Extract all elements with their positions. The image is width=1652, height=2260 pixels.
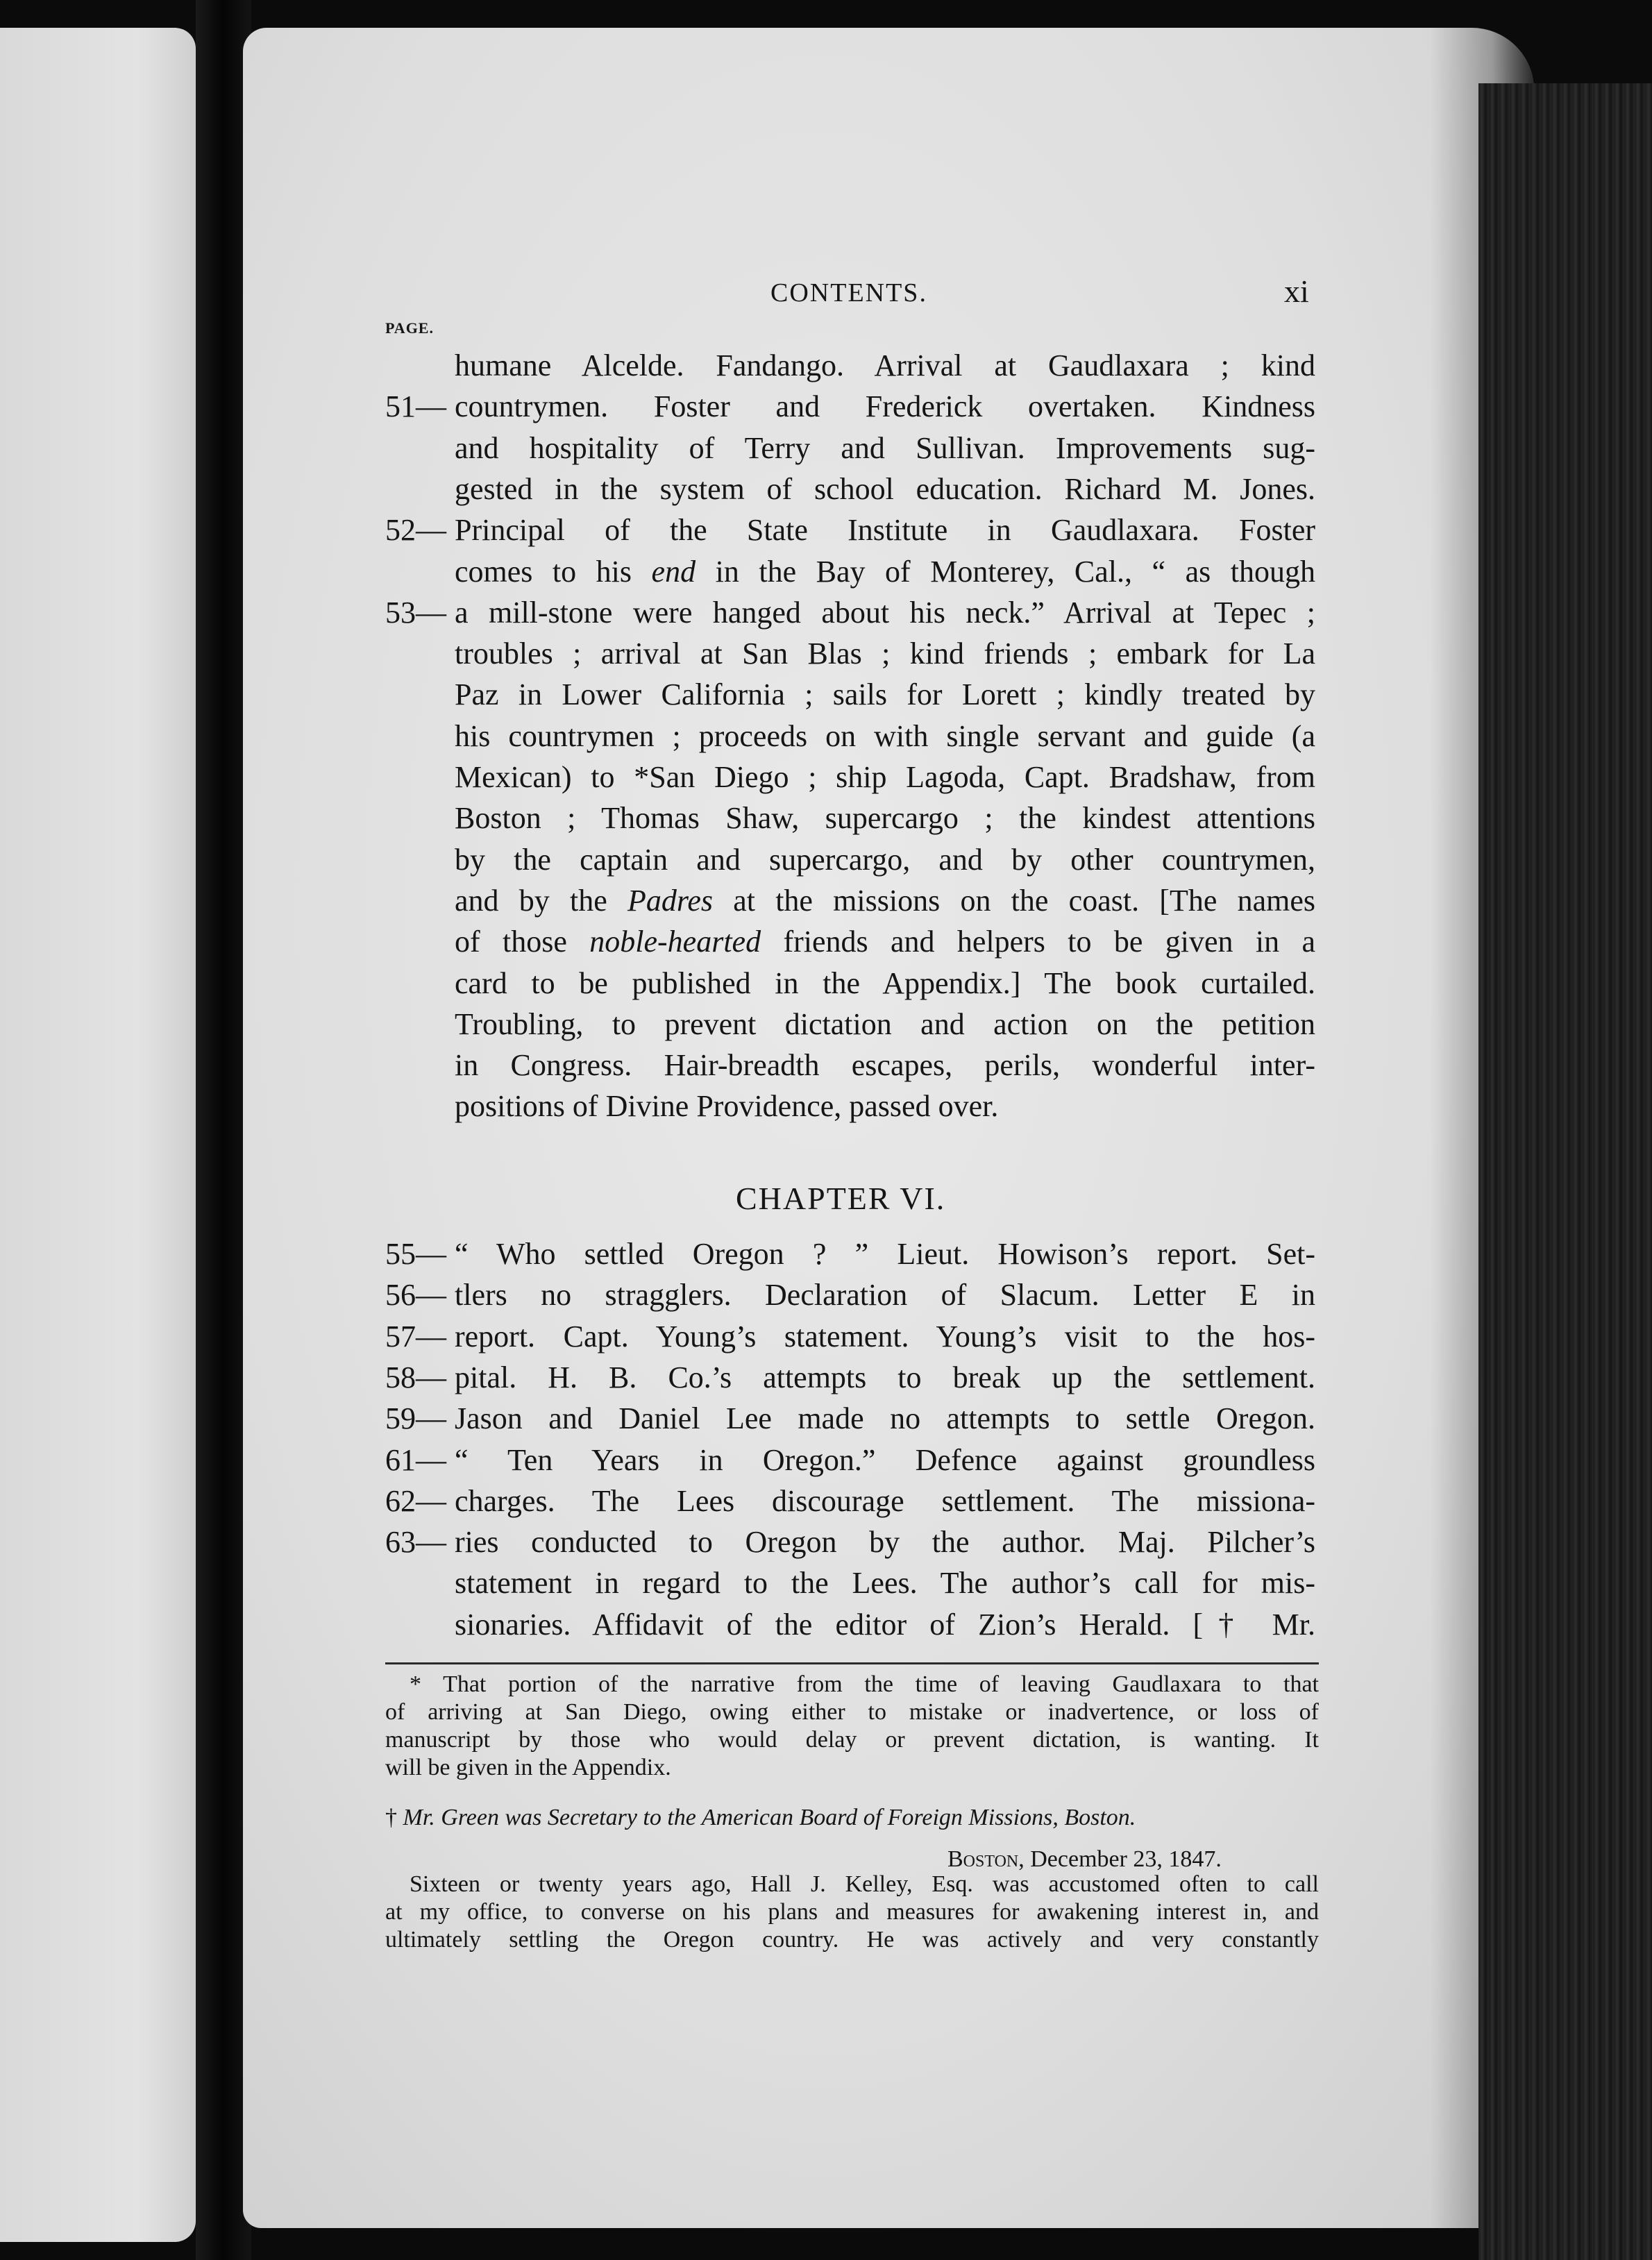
- section-a-line: gested in the system of school education. Richard M. Jones.: [455, 472, 1315, 506]
- section-b-page-number: 63—: [385, 1525, 446, 1559]
- section-a-line: comes to his end in the Bay of Monterey, Cal., “ as though: [455, 555, 1315, 589]
- section-b-line: report. Capt. Young’s statement. Young’s visit to the hos-: [455, 1319, 1315, 1354]
- section-a-line: and by the Padres at the missions on the coast. [The names: [455, 884, 1315, 918]
- section-b-line: statement in regard to the Lees. The author’s call for mis-: [455, 1566, 1315, 1600]
- section-a-line: Boston ; Thomas Shaw, supercargo ; the kindest attentions: [455, 801, 1315, 835]
- section-b-page-number: 59—: [385, 1401, 446, 1435]
- letter-line: Sixteen or twenty years ago, Hall J. Kelley, Esq. was accustomed often to call: [410, 1871, 1319, 1897]
- section-a-page-number: 53—: [385, 596, 446, 630]
- letter-line: ultimately settling the Oregon country. He was actively and very constantly: [385, 1927, 1319, 1953]
- page-number: xi: [1284, 273, 1309, 309]
- footnote-2: † Mr. Green was Secretary to the American Board of Foreign Missions, Boston.: [385, 1805, 1136, 1830]
- footnote-rule: [385, 1662, 1319, 1664]
- section-a-line: a mill-stone were hanged about his neck.” Arrival at Tepec ;: [455, 596, 1315, 630]
- letter-date: Boston, December 23, 1847.: [947, 1846, 1222, 1872]
- section-a-line: of those noble-hearted friends and helpers to be given in a: [455, 925, 1316, 959]
- section-b-line: “ Who settled Oregon ? ” Lieut. Howison’s report. Set-: [455, 1237, 1315, 1271]
- section-a-line: Paz in Lower California ; sails for Lorett ; kindly treated by: [455, 677, 1315, 711]
- section-b-line: charges. The Lees discourage settlement. The missiona-: [455, 1484, 1315, 1518]
- section-b-line: tlers no stragglers. Declaration of Slacum. Letter E in: [455, 1278, 1315, 1312]
- section-b-page-number: 55—: [385, 1237, 446, 1271]
- section-a-line: by the captain and supercargo, and by other countrymen,: [455, 843, 1315, 877]
- section-a-page-number: 51—: [385, 389, 446, 423]
- section-a-line: and hospitality of Terry and Sullivan. Improvements sug-: [455, 431, 1315, 465]
- section-b-line: pital. H. B. Co.’s attempts to break up the settlement.: [455, 1360, 1315, 1394]
- section-a-line: Principal of the State Institute in Gaudlaxara. Foster: [455, 513, 1315, 547]
- page-column-label: PAGE.: [385, 319, 434, 337]
- running-head: CONTENTS.: [770, 278, 927, 307]
- section-b-line: ries conducted to Oregon by the author. Maj. Pilcher’s: [455, 1525, 1315, 1559]
- chapter-heading: CHAPTER VI.: [736, 1181, 946, 1216]
- section-b-line: sionaries. Affidavit of the editor of Zion’s Herald. [† Mr.: [455, 1608, 1315, 1642]
- section-b-page-number: 61—: [385, 1443, 446, 1477]
- footnote-1-line: * That portion of the narrative from the time of leaving Gaudlaxara to that: [410, 1671, 1319, 1697]
- section-a-line: positions of Divine Providence, passed over.: [455, 1089, 999, 1123]
- section-a-line: countrymen. Foster and Frederick overtaken. Kindness: [455, 389, 1315, 423]
- section-a-line: card to be published in the Appendix.] The book curtailed.: [455, 966, 1315, 1000]
- section-a-line: his countrymen ; proceeds on with single servant and guide (a: [455, 719, 1315, 753]
- page-edges: [1478, 83, 1652, 2260]
- footnote-1-line: of arriving at San Diego, owing either to mistake or inadvertence, or loss of: [385, 1699, 1319, 1725]
- section-b-page-number: 56—: [385, 1278, 446, 1312]
- section-a-page-number: 52—: [385, 513, 446, 547]
- footnote-1-line: manuscript by those who would delay or prevent dictation, is wanting. It: [385, 1727, 1319, 1753]
- left-page-text: [0, 0, 196, 2260]
- section-b-page-number: 58—: [385, 1360, 446, 1394]
- section-a-line: humane Alcelde. Fandango. Arrival at Gaudlaxara ; kind: [455, 348, 1315, 382]
- section-b-page-number: 62—: [385, 1484, 446, 1518]
- section-b-line: Jason and Daniel Lee made no attempts to settle Oregon.: [455, 1401, 1315, 1435]
- footnote-1-line: will be given in the Appendix.: [385, 1755, 671, 1780]
- section-b-page-number: 57—: [385, 1319, 446, 1354]
- section-a-line: Mexican) to *San Diego ; ship Lagoda, Capt. Bradshaw, from: [455, 760, 1315, 794]
- section-a-line: in Congress. Hair-breadth escapes, perils, wonderful inter-: [455, 1048, 1315, 1082]
- section-a-line: troubles ; arrival at San Blas ; kind friends ; embark for La: [455, 636, 1315, 671]
- section-a-line: Troubling, to prevent dictation and action on the petition: [455, 1007, 1315, 1041]
- letter-line: at my office, to converse on his plans and measures for awakening interest in, and: [385, 1899, 1319, 1925]
- section-b-line: “ Ten Years in Oregon.” Defence against groundless: [455, 1443, 1315, 1477]
